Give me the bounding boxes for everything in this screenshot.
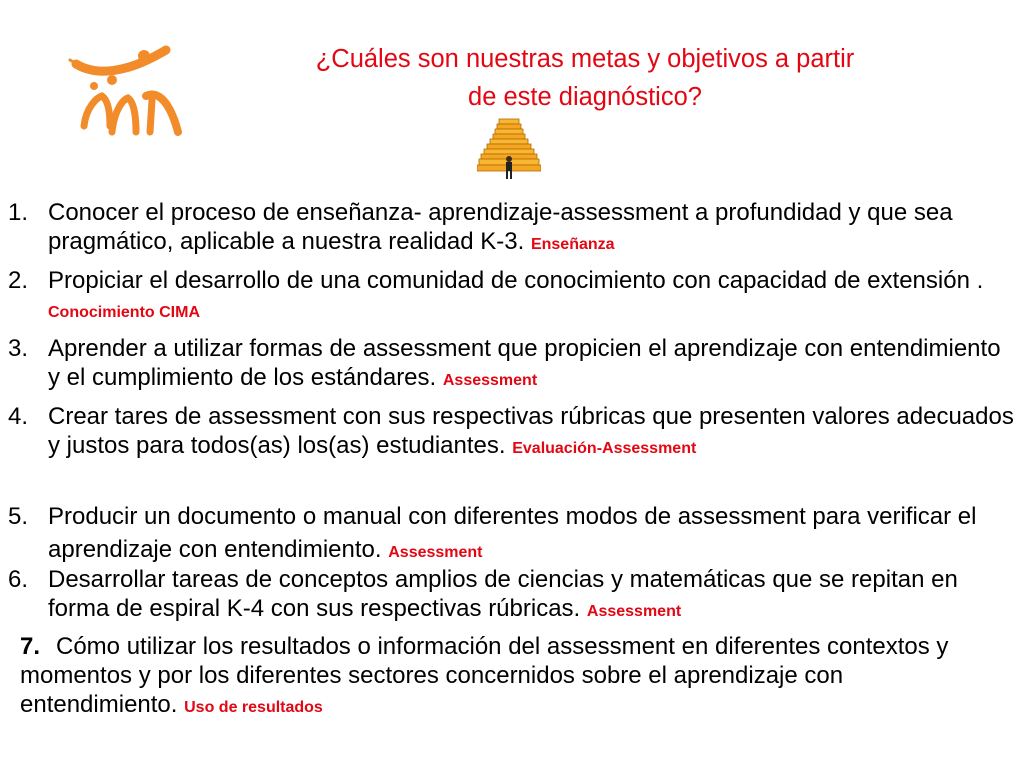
list-item <box>8 402 1018 463</box>
item-tag: Uso de resultados <box>184 699 323 716</box>
list-item <box>8 266 1018 327</box>
people-logo-icon <box>66 36 186 140</box>
list-item <box>8 500 1018 569</box>
item-text: Conocer el proceso de enseñanza- aprendizaje-assessment a profundidad y que sea pragmático, aplicable a nuestra realidad K-3. <box>48 199 953 255</box>
staircase-icon <box>477 117 541 183</box>
title-line-2: de este diagnóstico? <box>468 83 702 111</box>
item-number: 1. <box>8 199 29 226</box>
item-number: 5. <box>8 503 29 530</box>
item-tag: Assessment <box>442 372 538 389</box>
item-tag: Assessment <box>388 544 483 561</box>
list-item <box>8 334 1018 395</box>
item-number: 4. <box>8 403 29 430</box>
title-line-1: ¿Cuáles son nuestras metas y objetivos a partir <box>315 45 855 73</box>
item-tag: Conocimiento CIMA <box>48 304 200 321</box>
item-tag: Evaluación-Assessment <box>512 440 697 457</box>
list-item <box>8 198 1018 259</box>
item-text: Desarrollar tareas de conceptos amplios de ciencias y matemáticas que se repitan en forma de espiral K-4 con sus respectivas rúbricas. <box>48 566 958 622</box>
list-item <box>20 632 980 722</box>
item-text: Propiciar el desarrollo de una comunidad de conocimiento con capacidad de extensión . <box>48 267 984 294</box>
item-tag: Assessment <box>586 603 682 620</box>
item-number: 6. <box>8 566 29 593</box>
item-number: 7. <box>20 633 41 660</box>
item-text: Crear tares de assessment con sus respectivas rúbricas que presenten valores adecuados y justos para todos(as) los(as) estudiantes. <box>48 403 1014 459</box>
item-number: 3. <box>8 335 29 362</box>
item-tag: Enseñanza <box>530 236 615 253</box>
item-number: 2. <box>8 267 29 294</box>
item-text: Aprender a utilizar formas de assessment que propicien el aprendizaje con entendimiento y el cumplimiento de los estándares. <box>48 335 1001 391</box>
item-text: Cómo utilizar los resultados o información del assessment en diferentes contextos y momentos y por los diferentes sectores concernidos sobre el aprendizaje con entendimiento. <box>20 633 949 718</box>
page-title <box>205 40 965 116</box>
list-item <box>8 565 1018 626</box>
item-text: Producir un documento o manual con diferentes modos de assessment para verificar el aprendizaje con entendimiento. <box>48 503 977 563</box>
